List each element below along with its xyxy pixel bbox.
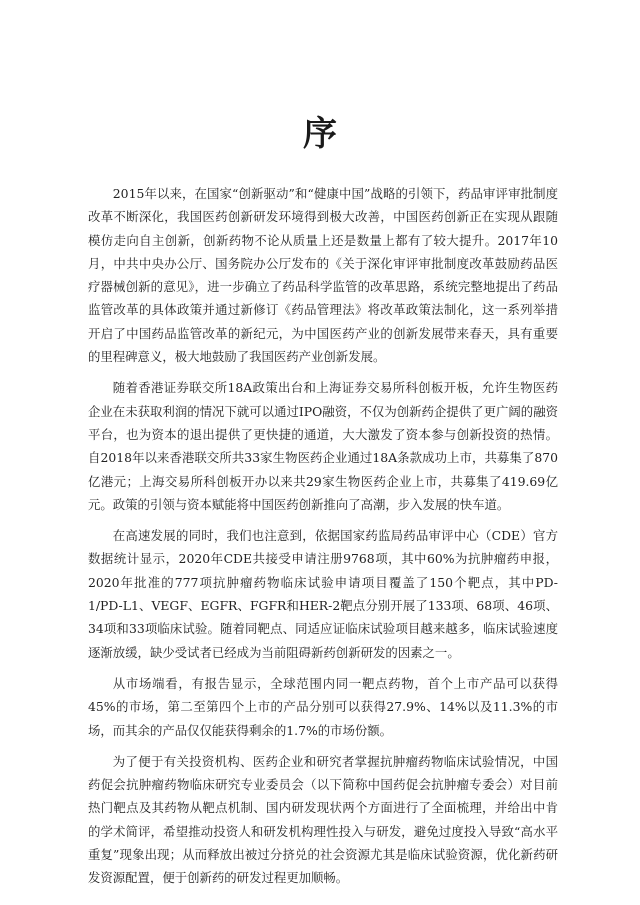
paragraph-5: 为了便于有关投资机构、医药企业和研究者掌握抗肿瘤药物临床试验情况，中国药促会抗肿瘤药物临床研究专业委员会（以下简称中国药促会抗肿瘤专委会）对目前热门靶点及其药物从靶点机制、国内研发现状两个方面进行了全面梳理，并给出中肯的学术简评，希望推动投资人和研发机构理性投入与研发，避免过度投入导致“高水平重复”现象出现；从而释放出被过分挤兑的社会资源尤其是临床试验资源，优化新药研发资源配置，便于创新药的研发过程更加顺畅。 <box>88 753 558 886</box>
body-text <box>88 182 558 898</box>
paragraph-1: 2015年以来，在国家“创新驱动”和“健康中国”战略的引领下，药品审评审批制度改革不断深化，我国医药创新研发环境得到极大改善，中国医药创新正在实现从跟随模仿走向自主创新，创新药物不论从质量上还是数量上都有了较大提升。2017年10月，中共中央办公厅、国务院办公厅发布的《关于深化审评审批制度改革鼓励药品医疗器械创新的意见》，进一步确立了药品科学监管的改革思路，系统完整地提出了药品监管改革的具体政策并通过新修订《药品管理法》将改革政策法制化，这一系列举措开启了中国药品监管改革的新纪元，为中国医药产业的创新发展带来春天，具有重要的里程碑意义，极大地鼓励了我国医药产业创新发展。 <box>88 186 558 365</box>
paragraph-2: 随着香港证券联交所18A政策出台和上海证券交易所科创板开板，允许生物医药企业在未获取利润的情况下就可以通过IPO融资，不仅为创新药企提供了更广阔的融资平台，也为资本的退出提供了更快捷的通道，大大激发了资本参与创新投资的热情。自2018年以来香港联交所共33家生物医药企业通过18A条款成功上市，共募集了870亿港元；上海交易所科创板开办以来共29家生物医药企业上市，共募集了419.69亿元。政策的引领与资本赋能将中国医药创新推向了高潮，步入发展的快车道。 <box>88 380 558 512</box>
paragraph-3: 在高速发展的同时，我们也注意到，依据国家药监局药品审评中心（CDE）官方数据统计显示，2020年CDE共接受申请注册9768项，其中60%为抗肿瘤药申报，2020年批准的777项抗肿瘤药物临床试验申请项目覆盖了150个靶点，其中PD-1/PD-L1、VEGF、EGFR、FGFR和HER-2靶点分别开展了133项、68项、46项、34项和33项临床试验。随着同靶点、同适应证临床试验项目越来越多，临床试验速度逐渐放缓，缺少受试者已经成为当前阻碍新药创新研发的因素之一。 <box>88 528 558 660</box>
page-title: 序 <box>303 114 337 154</box>
paragraph-4: 从市场端看，有报告显示，全球范围内同一靶点药物，首个上市产品可以获得45%的市场，第二至第四个上市的产品分别可以获得27.9%、14%以及11.3%的市场，而其余的产品仅仅能获得剩余的1.7%的市场份额。 <box>88 675 558 738</box>
